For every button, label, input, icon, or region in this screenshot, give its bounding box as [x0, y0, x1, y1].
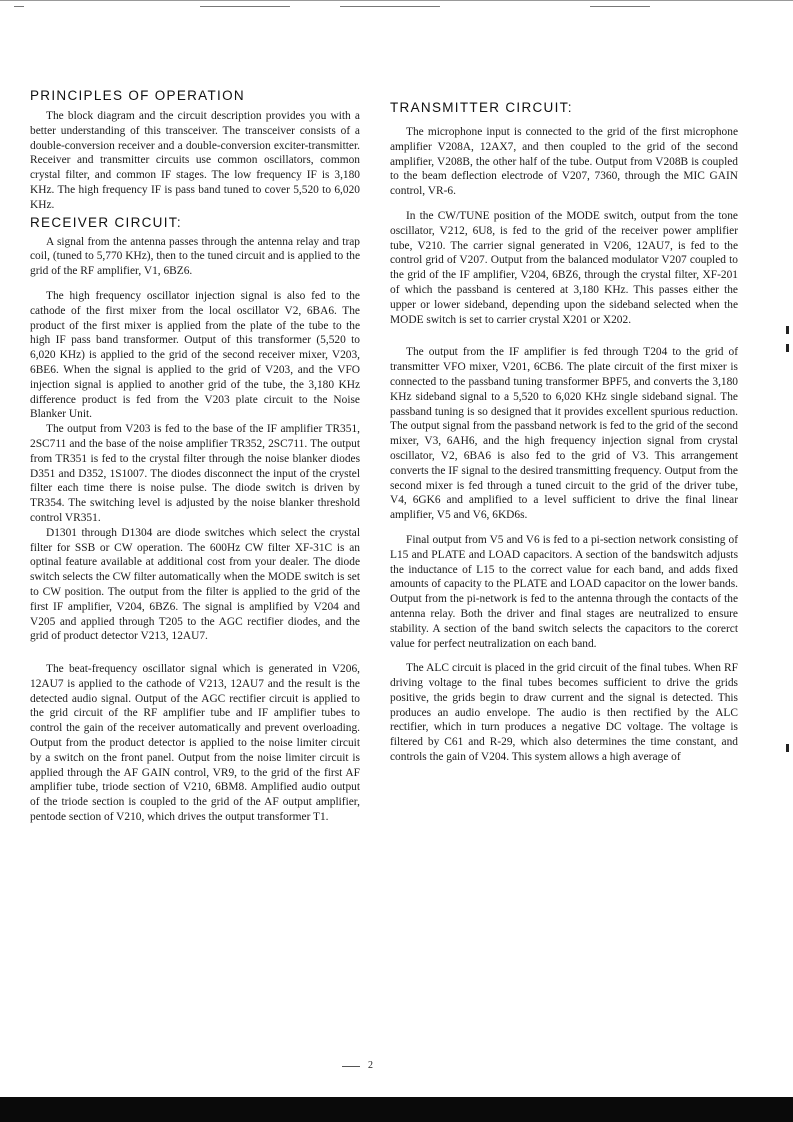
scan-mark: [200, 6, 290, 7]
margin-mark: [786, 744, 789, 752]
left-column: [30, 88, 360, 825]
paragraph-transmitter-4: Final output from V5 and V6 is fed to a pi-section network consisting of L15 and PLATE and LOAD capacitors. A section of the bandswitch adjusts the inductance of L15 to the correct value for each band, and adds fixed amounts of capacity to the PLATE and LOAD capacitor on the lower bands. Output from the pi-network is fed to the antenna through the contacts of the antenna relay. Both the driver and final stages are neutralized to ensure stability. A section of the band switch selects the capacitors to the corerct value for perfect neutralization on each band.: [390, 533, 738, 650]
page-number: 2: [368, 1060, 373, 1071]
paragraph-transmitter-2: In the CW/TUNE position of the MODE switch, output from the tone oscillator, V212, 6U8, is fed to the grid of the receiver power amplifier tube, V210. The carrier signal generated in V206, 12AU7, is fed to the control grid of V207. Output from the balanced modulator V207 coupled to the grid of the IF amplifier, V204, 6BZ6, through the crystal filter, XF-201 of which the passband is centered at 3,180 KHz. This passes either the upper or lower sideband, depending upon the sideband selected when the MODE switch is set to carrier crystal X201 or X202.: [390, 209, 738, 326]
paragraph-transmitter-1: The microphone input is connected to the grid of the first microphone amplifier V208A, 12AX7, and then coupled to the grid of the second amplifier, V208B, the other half of the tube. Output from V208B is coupled to the beam deflection electrode of V207, 7360, through the MIC GAIN control, VR-6.: [390, 126, 738, 198]
heading-transmitter: TRANSMITTER CIRCUIT:: [390, 100, 573, 115]
scan-top-edge: [0, 0, 793, 1]
heading-principles: PRINCIPLES OF OPERATION: [30, 88, 245, 103]
paragraph-receiver-5: The beat-frequency oscillator signal which is generated in V206, 12AU7 is applied to the cathode of V213, 12AU7 and the result is the detected audio signal. Output of the AGC rectifier circuit is applied to the grid circuit of the RF amplifier tube and IF amplifier tubes to control the gain of the receiver automatically and prevent overloading. Output from the product detector is applied to the noise limiter circuit by a switch on the front panel. Output from the noise limiter circuit is applied through the AF GAIN control, VR9, to the grid of the first AF amplifier tube, triode section of V210, 6BM8. Amplified audio output of the triode section is coupled to the grid of the AF output amplifier, pentode section of V210, which drives the output transformer T1.: [30, 663, 360, 824]
page-number-dash: [342, 1066, 360, 1067]
scan-bottom-band: [0, 1097, 793, 1122]
paragraph-receiver-1: A signal from the antenna passes through the antenna relay and trap coil, (tuned to 5,770 KHz), then to the tuned circuit and is applied to the grid of the RF amplifier, V1, 6BZ6.: [30, 235, 360, 278]
paragraph-receiver-2: The high frequency oscillator injection signal is also fed to the cathode of the first mixer from the local oscillator V2, 6BA6. The product of the first mixer is applied from the plate of the tube to the high IF pass band transformer. Output of this transformer (5,520 to 6,020 KHz) is applied to the grid of the second receiver mixer, V203, 6BE6. When the signal is applied to the grid of V203, and the VFO injection signal is applied to another grid of the tube, the 3,180 KHz difference product is fed from the V203 plate circuit to the Noise Blanker Unit.: [30, 289, 360, 421]
right-column: [390, 100, 738, 765]
scan-mark: [14, 6, 24, 7]
paragraph-transmitter-5: The ALC circuit is placed in the grid circuit of the final tubes. When RF driving voltage to the final tubes becomes sufficient to drive the grids positive, the grids begin to draw current and the signal is detected. This produces an audio envelope. The audio is then rectified by the ALC rectifier, which in turn produces a negative DC voltage. The voltage is filtered by C61 and R-29, which also determines the time constant, and controls the gain of V204. This system allows a high average of: [390, 662, 738, 764]
paragraph-transmitter-3: The output from the IF amplifier is fed through T204 to the grid of transmitter VFO mixer, V201, 6CB6. The plate circuit of the first mixer is connected to the passband tuning transformer BPF5, and converts the 3,180 KHz sideband signal to a 5,520 to 6,020 KHz single sideband signal. The passband tuning is so designed that it provides excellent spurious reduction. The output signal from the passband network is fed to the grid of the second mixer, V3, 6AH6, and the high frequency injection signal from crystal oscillator, V2, 6BA6 is also fed to the grid of V3. This arrangement converts the IF signal to the desired transmitting frequency. Output from the second mixer is fed through a tuned circuit to the grid of the driver tube, V4, 6GK6 and amplified to a level sufficient to drive the final linear amplifier, V5 and V6, 6KD6s.: [390, 346, 738, 522]
paragraph-principles: The block diagram and the circuit description provides you with a better understanding of this transceiver. The transceiver consists of a double-conversion receiver and a double-conversion exciter-transmitter. Receiver and transmitter circuits use common oscillators, common crystal filter, and common IF stages. The low frequency IF is 3,180 KHz. The high frequency IF is pass band tuned to cover 5,520 to 6,020 KHz.: [30, 110, 360, 211]
scan-mark: [340, 6, 440, 7]
margin-mark: [786, 344, 789, 352]
scan-mark: [590, 6, 650, 7]
margin-mark: [786, 326, 789, 334]
heading-receiver: RECEIVER CIRCUIT:: [30, 214, 182, 230]
paragraph-receiver-4: D1301 through D1304 are diode switches which select the crystal filter for SSB or CW operation. The 600Hz CW filter XF-31C is an optinal feature available at additional cost from your dealer. The diode switch selects the CW filter automatically when the MODE switch is set to CW position. The output from the filter is applied to the grid of the first IF amplifier, V204, 6BZ6. The signal is amplified by V204 and V205 and applied through T205 to the AGC rectifier diodes, and the grid of product detector V213, 12AU7.: [30, 526, 360, 643]
paragraph-receiver-3: The output from V203 is fed to the base of the IF amplifier TR351, 2SC711 and the base of the noise amplifier TR352, 2SC711. The output from TR351 is fed to the crystal filter through the noise blanker diodes D351 and D352, 1S1007. The diodes disconnect the input of the crystel filter each time there is noise pulse. The diode switch is driven by TR354. The switching level is adjusted by the noise blanker threshold control VR351.: [30, 423, 360, 524]
